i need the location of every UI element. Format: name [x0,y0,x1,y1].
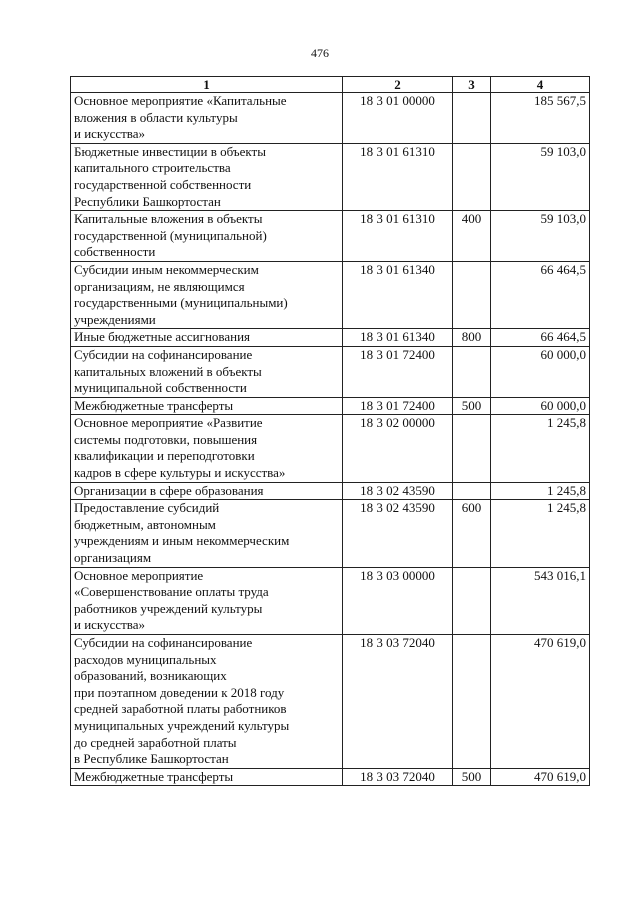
row-code: 18 3 02 00000 [343,415,453,482]
budget-table [70,76,590,786]
row-amount: 543 016,1 [491,567,590,634]
row-expense-type [453,346,491,397]
row-amount: 59 103,0 [491,211,590,262]
table-row [71,635,590,769]
column-header-2: 2 [343,77,453,93]
row-name: Организации в сфере образования [71,482,343,500]
row-name: Капитальные вложения в объекты государственной (муниципальной) собственности [71,211,343,262]
row-amount: 1 245,8 [491,482,590,500]
table-row [71,567,590,634]
row-amount: 470 619,0 [491,768,590,786]
row-expense-type [453,143,491,210]
table-row [71,211,590,262]
row-expense-type [453,567,491,634]
row-amount: 60 000,0 [491,397,590,415]
row-expense-type [453,635,491,769]
row-name: Межбюджетные трансферты [71,768,343,786]
row-name: Субсидии иным некоммерческим организациям, не являющимся государственными (муниципальными) учреждениями [71,261,343,328]
table-header-row [71,77,590,93]
row-amount: 66 464,5 [491,261,590,328]
row-code: 18 3 03 72040 [343,635,453,769]
column-header-3: 3 [453,77,491,93]
row-name: Иные бюджетные ассигнования [71,329,343,347]
row-name: Субсидии на софинансирование капитальных вложений в объекты муниципальной собственности [71,346,343,397]
table-row [71,500,590,567]
row-code: 18 3 03 72040 [343,768,453,786]
row-name: Основное мероприятие «Развитие системы подготовки, повышения квалификации и переподготовки кадров в сфере культуры и искусства» [71,415,343,482]
row-name: Основное мероприятие «Капитальные вложения в области культуры и искусства» [71,93,343,144]
row-name: Предоставление субсидий бюджетным, автономным учреждениям и иным некоммерческим организациям [71,500,343,567]
row-code: 18 3 01 61340 [343,329,453,347]
table-row [71,261,590,328]
row-code: 18 3 03 00000 [343,567,453,634]
row-expense-type [453,93,491,144]
table-row [71,93,590,144]
row-code: 18 3 02 43590 [343,482,453,500]
row-code: 18 3 01 61310 [343,211,453,262]
row-code: 18 3 01 72400 [343,397,453,415]
row-code: 18 3 01 61340 [343,261,453,328]
row-amount: 185 567,5 [491,93,590,144]
row-amount: 1 245,8 [491,415,590,482]
table-row [71,482,590,500]
column-header-1: 1 [71,77,343,93]
row-code: 18 3 01 72400 [343,346,453,397]
column-header-4: 4 [491,77,590,93]
row-code: 18 3 01 00000 [343,93,453,144]
row-amount: 59 103,0 [491,143,590,210]
table-row [71,143,590,210]
row-expense-type [453,261,491,328]
row-code: 18 3 01 61310 [343,143,453,210]
row-amount: 60 000,0 [491,346,590,397]
row-expense-type: 500 [453,768,491,786]
table-row [71,415,590,482]
row-name: Бюджетные инвестиции в объекты капитального строительства государственной собственности Республики Башкортостан [71,143,343,210]
row-name: Межбюджетные трансферты [71,397,343,415]
row-expense-type [453,482,491,500]
table-row [71,397,590,415]
row-expense-type: 800 [453,329,491,347]
row-amount: 66 464,5 [491,329,590,347]
row-name: Основное мероприятие «Совершенствование оплаты труда работников учреждений культуры и искусства» [71,567,343,634]
row-expense-type: 500 [453,397,491,415]
row-expense-type [453,415,491,482]
row-amount: 1 245,8 [491,500,590,567]
row-expense-type: 600 [453,500,491,567]
row-name: Субсидии на софинансирование расходов муниципальных образований, возникающих при поэтапном доведении к 2018 году средней заработной платы работников муниципальных учреждений культуры до средней заработной платы в Республике Башкортостан [71,635,343,769]
row-amount: 470 619,0 [491,635,590,769]
table-row [71,329,590,347]
table-row [71,768,590,786]
table-row [71,346,590,397]
page-number: 476 [311,46,329,60]
row-expense-type: 400 [453,211,491,262]
row-code: 18 3 02 43590 [343,500,453,567]
